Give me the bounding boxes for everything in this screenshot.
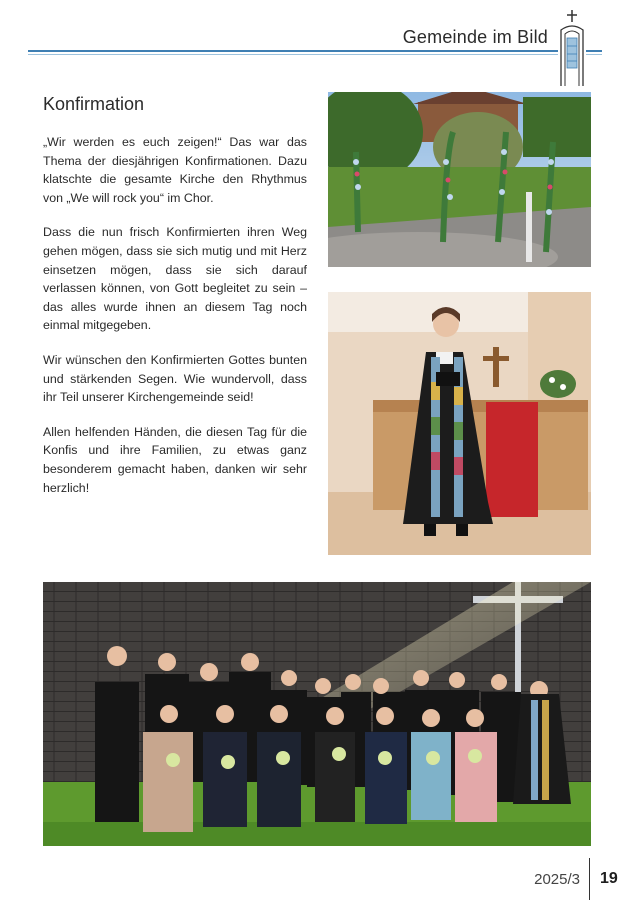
article-body: [43, 133, 307, 513]
paragraph: Allen helfenden Händen, die diesen Tag für die Konfis und ihre Familien, zu etwas ganz besonderem gemacht haben, danken wir sehr herzlich!: [43, 424, 307, 495]
footer-divider: [589, 858, 590, 900]
issue-number: 2025/3: [534, 871, 580, 888]
garden-arches-photo: [328, 92, 591, 267]
confirmation-group-photo: [43, 582, 591, 846]
church-icon: [558, 8, 586, 88]
paragraph: Dass die nun frisch Konfirmierten ihren Weg gehen mögen, dass sie sich mutig und mit Herz einsetzen mögen, dass sie sich darauf verlassen können, von Gott begleitet zu sein – das alles wurde ihnen an diesem Tag noch einmal mitgegeben.: [43, 225, 307, 333]
pastor-at-altar-photo: [328, 292, 591, 555]
paragraph: Wir wünschen den Konfirmierten Gottes bunten und stärkenden Segen. Wie wundervoll, dass ihr Teil unserer Kirchengemeinde seid!: [43, 352, 307, 405]
article-title: Konfirmation: [43, 94, 145, 114]
page-number: 19: [600, 870, 618, 887]
header-rule-thin: [28, 54, 602, 55]
header-rule: [28, 50, 602, 52]
paragraph: „Wir werden es euch zeigen!“ Das war das Thema der diesjährigen Konfirmationen. Dazu klatschte die gesamte Kirche den Rhythmus von „We will rock you“ im Chor.: [43, 135, 307, 205]
section-title: Gemeinde im Bild: [397, 27, 554, 48]
